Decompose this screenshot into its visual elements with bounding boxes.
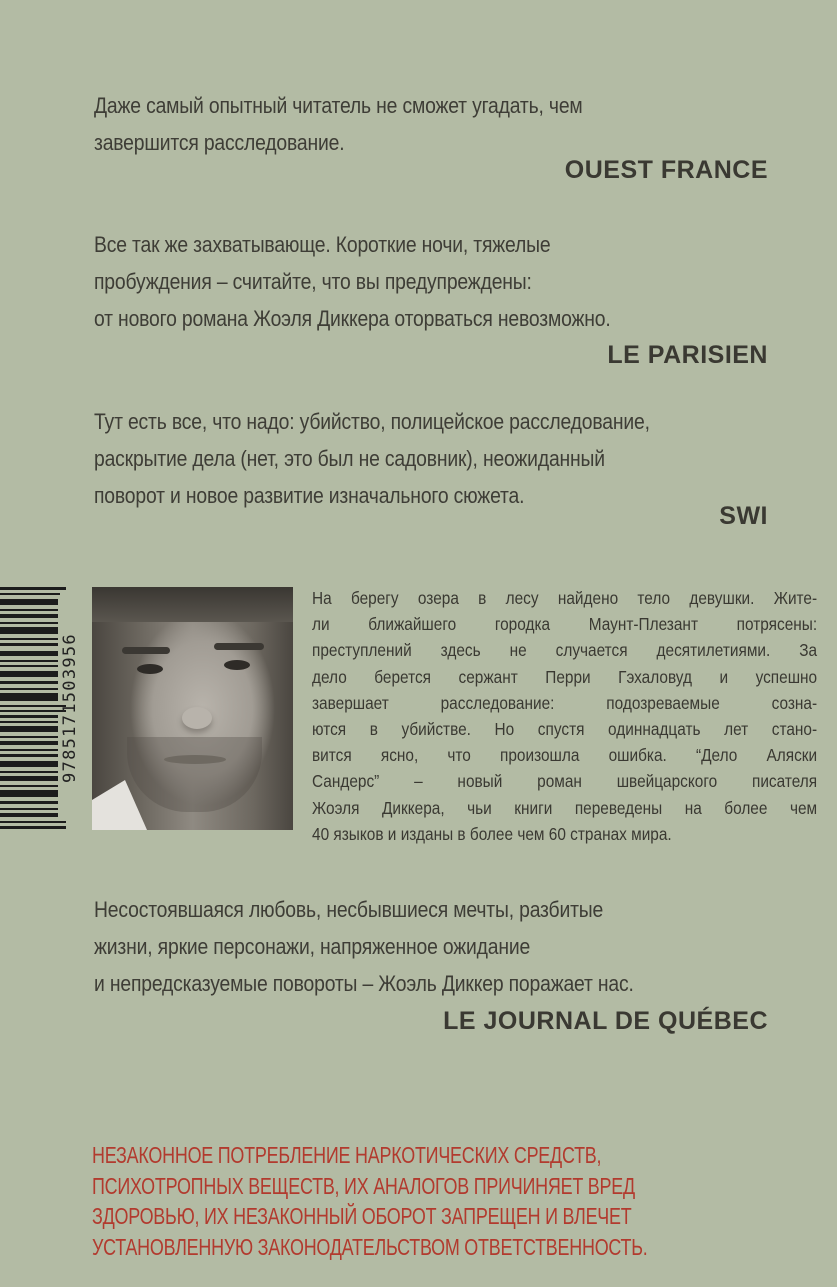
blurb-line: преступлений здесь не случается десятилетиями. За [312,640,818,661]
photo-nose [182,707,212,729]
warning-line: УСТАНОВЛЕННУЮ ЗАКОНОДАТЕЛЬСТВОМ ОТВЕТСТВЕННОСТЬ. [92,1233,648,1260]
quote-line: Даже самый опытный читатель не сможет угадать, чем [94,93,583,118]
author-photo [92,587,293,830]
review-source-le-parisien: LE PARISIEN [607,341,768,369]
quote-line: от нового романа Жоэля Диккера оторваться невозможно. [94,306,611,331]
blurb-line: 40 языков и изданы в более чем 60 странах мира. [312,823,672,844]
photo-eye [224,660,250,670]
blurb-line: вится ясно, что произошла ошибка. “Дело Аляски [312,745,818,766]
book-blurb [312,585,818,847]
review-quote-2 [94,226,679,337]
photo-eye [137,664,163,674]
legal-warning [92,1140,648,1262]
review-source-ouest-france: OUEST FRANCE [564,156,768,184]
quote-line: Несостоявшаяся любовь, несбывшиеся мечты, разбитые [94,897,604,922]
warning-line: ЗДОРОВЬЮ, ИХ НЕЗАКОННЫЙ ОБОРОТ ЗАПРЕЩЕН И ВЛЕЧЕТ [92,1203,632,1229]
quote-line: жизни, яркие персонажи, напряженное ожидание [94,934,531,959]
warning-line: ПСИХОТРОПНЫХ ВЕЩЕСТВ, ИХ АНАЛОГОВ ПРИЧИНЯЕТ ВРЕД [92,1172,635,1199]
blurb-line: дело берется сержант Перри Гэхаловуд и успешно [312,666,818,687]
quote-line: Тут есть все, что надо: убийство, полицейское расследование, [94,409,650,434]
photo-mouth [164,755,226,764]
blurb-line: Жоэля Диккера, чьи книги переведены на более чем [312,797,818,818]
blurb-line: На берегу озера в лесу найдено тело девушки. Жите- [312,588,818,608]
quote-line: и непредсказуемые повороты – Жоэль Диккер поражает нас. [94,971,634,996]
photo-hair [92,587,293,622]
quote-line: Все так же захватывающе. Короткие ночи, тяжелые [94,232,551,257]
review-quote-4 [94,891,679,1002]
photo-brow [214,643,264,650]
warning-line: НЕЗАКОННОЕ ПОТРЕБЛЕНИЕ НАРКОТИЧЕСКИХ СРЕДСТВ, [92,1142,602,1168]
photo-beard [127,737,262,812]
blurb-line: завершает расследование: подозреваемые созна- [312,692,818,713]
quote-line: завершится расследование. [94,130,345,155]
review-quote-3 [94,403,679,514]
isbn-number: 9785171503956 [60,633,80,783]
quote-line: раскрытие дела (нет, это был не садовник), неожиданный [94,446,605,471]
review-source-le-journal-de-quebec: LE JOURNAL DE QUÉBEC [443,1007,768,1035]
quote-line: поворот и новое развитие изначального сюжета. [94,483,525,508]
quote-line: пробуждения – считайте, что вы предупреждены: [94,269,532,294]
review-quote-1 [94,87,679,161]
review-source-swi: SWI [719,502,768,530]
blurb-line: ли ближайшего городка Маунт-Плезант потрясены: [312,614,818,635]
photo-brow [122,647,170,654]
blurb-line: ются в убийстве. Но спустя одиннадцать лет стано- [312,719,818,740]
blurb-line: Сандерс” – новый роман швейцарского писателя [312,771,818,792]
